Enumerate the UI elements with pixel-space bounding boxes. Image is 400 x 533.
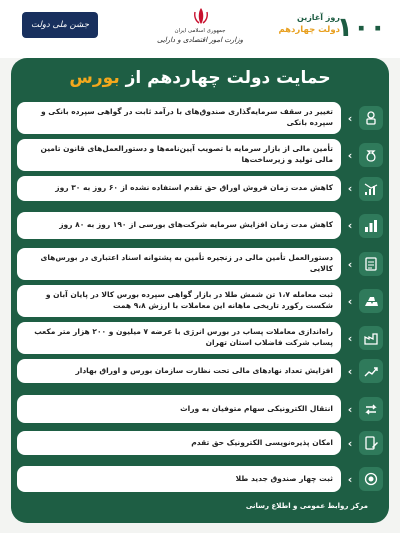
list-item xyxy=(17,395,383,423)
chevron-left-icon: ‹ xyxy=(347,331,353,345)
festival-logo xyxy=(22,12,98,38)
measure-text: امکان پذیره‌نویسی الکترونیک حق تقدم xyxy=(191,437,333,447)
document-icon xyxy=(359,252,383,276)
measure-card xyxy=(17,248,341,280)
gold-coin-icon xyxy=(359,467,383,491)
measure-text: تأمین مالی از بازار سرمایه با تصویب آیین‌نامه‌ها و دستورالعمل‌های قانون تامین مالی تولید و زیرساخت‌ها xyxy=(40,144,333,164)
coins-icon xyxy=(359,106,383,130)
festival-logo-text: جشن ملی دولت xyxy=(31,20,89,30)
measure-card xyxy=(17,212,341,239)
chevron-left-icon: ‹ xyxy=(347,294,353,308)
transfer-icon xyxy=(359,397,383,421)
list-item xyxy=(17,285,383,317)
measure-text: کاهش مدت زمان افزایش سرمایه شرکت‌های بورسی از ۱۹۰ روز به ۸۰ روز xyxy=(59,220,333,230)
measure-card xyxy=(17,102,341,134)
measure-card xyxy=(17,466,341,492)
money-bag-icon xyxy=(359,143,383,167)
chevron-left-icon: ‹ xyxy=(347,364,353,378)
title-highlight: بورس xyxy=(69,68,120,88)
ministry-subtitle: جمهوری اسلامی ایران xyxy=(174,28,226,34)
measure-card xyxy=(17,431,341,455)
measure-text: دستورالعمل تأمین مالی در زنجیره تأمین به پشتوانه اسناد اعتباری در بورس‌های کالایی xyxy=(40,253,333,273)
factory-icon xyxy=(359,326,383,350)
hundred-days-badge: ۱۰۰ xyxy=(336,12,386,43)
days-label-bottom: دولت چهاردهم xyxy=(278,25,340,35)
measure-text: تغییر در سقف سرمایه‌گذاری صندوق‌های با درآمد ثابت در گواهی سپرده بانکی و سپرده بانکی xyxy=(40,107,333,127)
measure-text: ثبت چهار صندوق جدید طلا xyxy=(235,473,333,483)
chevron-left-icon: ‹ xyxy=(347,257,353,271)
list-item xyxy=(17,359,383,383)
list-item xyxy=(17,248,383,280)
list-item xyxy=(17,176,383,201)
list-item xyxy=(17,139,383,171)
measure-card xyxy=(17,285,341,317)
list-item xyxy=(17,466,383,492)
measure-text: راه‌اندازی معاملات پساب در بورس انرژی با عرضه ۷ میلیون و ۲۰۰ هزار متر مکعب پساب شرکت فاضلاب استان تهران xyxy=(34,327,333,347)
chevron-left-icon: ‹ xyxy=(347,148,353,162)
chevron-left-icon: ‹ xyxy=(347,182,353,195)
measure-text: کاهش مدت زمان فروش اوراق حق تقدم استفاده نشده از ۶۰ روز به ۳۰ روز xyxy=(55,183,333,193)
measure-card xyxy=(17,176,341,201)
list-item xyxy=(17,102,383,134)
chevron-left-icon: ‹ xyxy=(347,111,353,125)
measure-text: ثبت معامله ۱،۷ تن شمش طلا در بازار گواهی سپرده بورس کالا در پایان آبان و شکست رکورد تاریخی ماهانه این معاملات با ارزش ۹،۸ همت xyxy=(45,290,333,310)
chevron-left-icon: ‹ xyxy=(347,472,353,486)
ministry-name: وزارت امور اقتصادی و دارایی xyxy=(156,36,244,44)
measure-card xyxy=(17,322,341,354)
footer-org: مرکز روابط عمومی و اطلاع رسانی xyxy=(245,502,368,510)
measure-card xyxy=(17,139,341,171)
list-item xyxy=(17,212,383,239)
page-title xyxy=(11,68,389,88)
bar-chart-icon xyxy=(359,214,383,238)
measure-text: انتقال الکترونیکی سهام متوفیان به وراث xyxy=(180,403,333,413)
measure-text: افزایش تعداد نهادهای مالی تحت نظارت سازمان بورس و اوراق بهادار xyxy=(75,365,333,375)
growth-chart-icon xyxy=(359,359,383,383)
header-bar xyxy=(0,0,400,58)
days-label-top: روز آغازین xyxy=(297,13,340,22)
list-item xyxy=(17,322,383,354)
chevron-left-icon: ‹ xyxy=(347,436,353,450)
chevron-left-icon: ‹ xyxy=(347,402,353,416)
chevron-left-icon: ‹ xyxy=(347,219,353,232)
iran-emblem-icon xyxy=(191,6,211,26)
chart-down-icon xyxy=(359,177,383,201)
measure-card xyxy=(17,395,341,423)
edit-document-icon xyxy=(359,431,383,455)
title-prefix: حمایت دولت چهاردهم از xyxy=(119,68,331,88)
list-item xyxy=(17,431,383,455)
gold-bars-icon xyxy=(359,289,383,313)
measure-card xyxy=(17,359,341,383)
